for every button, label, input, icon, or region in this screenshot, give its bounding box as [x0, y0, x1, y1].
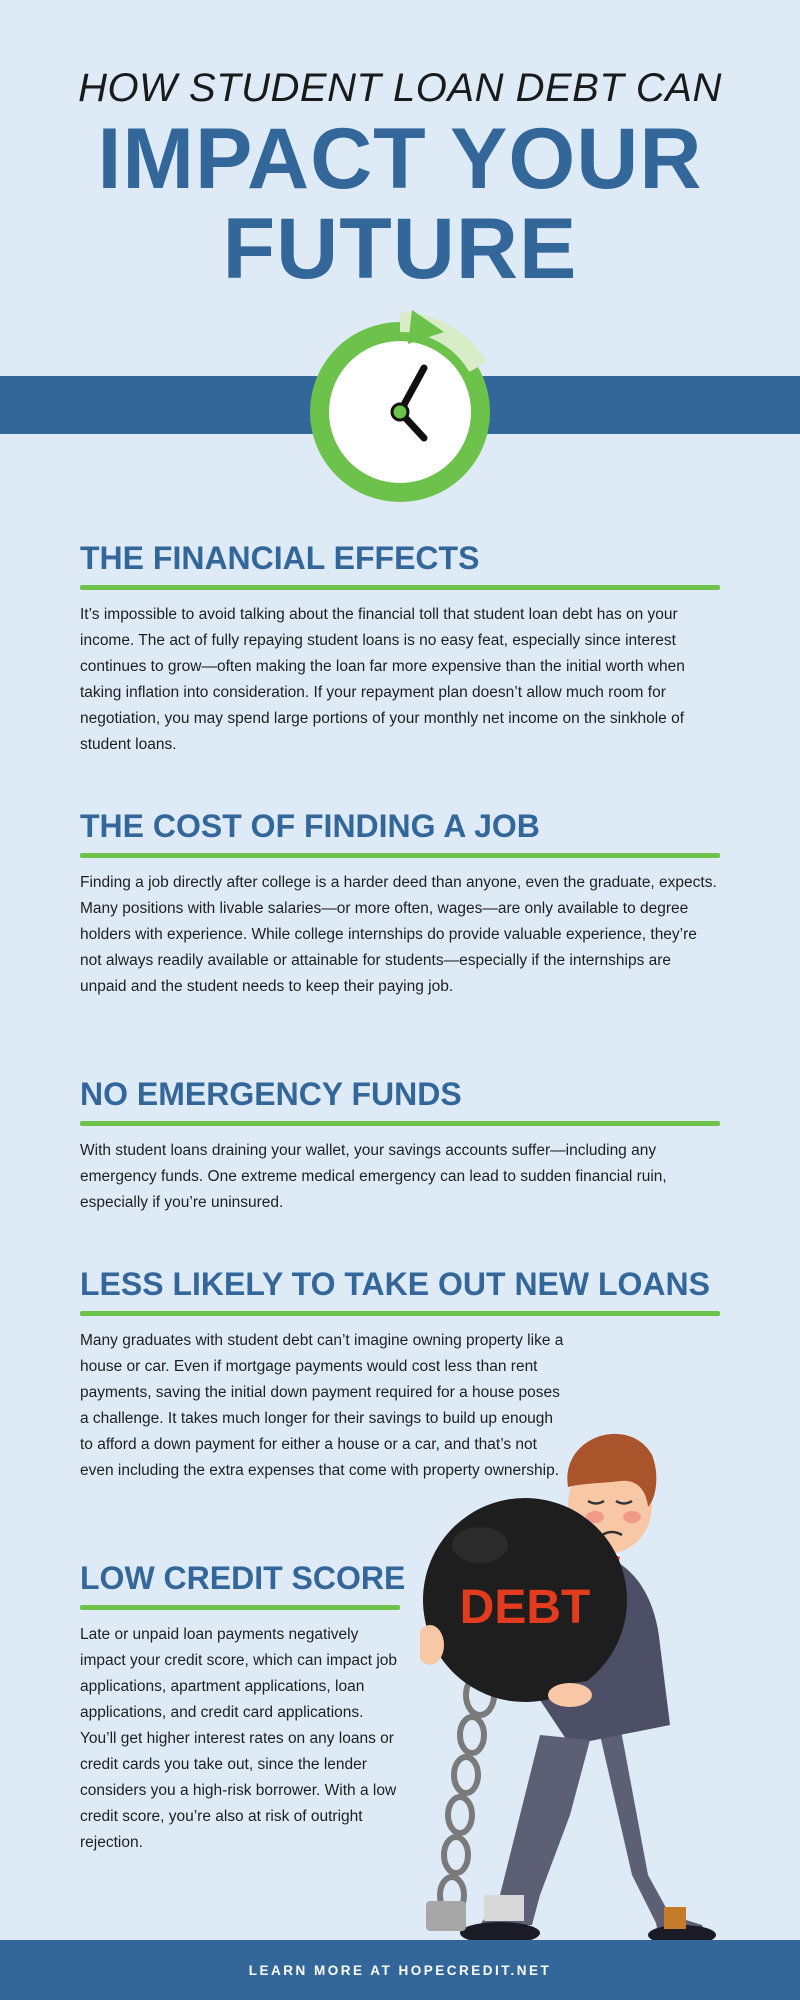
section-body: It’s impossible to avoid talking about the financial toll that student loan debt has on your income. The act of fully repaying student loans is no easy feat, especially since interest continues to grow—often making the loan far more expensive than the initial worth when taking inflation into consideration. If your repayment plan doesn’t allow much room for negotiation, you may spend large portions of your monthly net income on the sinkhole of student loans.: [80, 605, 685, 753]
section-title: THE FINANCIAL EFFECTS: [80, 540, 480, 576]
headline-line-1: IMPACT YOUR: [97, 111, 703, 207]
section-title: LESS LIKELY TO TAKE OUT NEW LOANS: [80, 1266, 710, 1302]
section-body: Finding a job directly after college is a harder deed than anyone, even the graduate, expects. Many positions with livable salaries—or more often, wages—are only available to degree holders with experience. While college internships do provide valuable experience, they’re not always readily available or attainable for students—especially if the internships are unpaid and the student needs to keep their paying job.: [80, 873, 717, 995]
section-title: NO EMERGENCY FUNDS: [80, 1076, 462, 1112]
footer-link[interactable]: LEARN MORE AT HOPECREDIT.NET: [248, 1962, 552, 1978]
section-low-credit-score: [80, 1560, 406, 1856]
debt-ball-label: DEBT: [459, 1581, 591, 1634]
section-divider: [80, 585, 720, 590]
headline-line-2: FUTURE: [222, 201, 578, 297]
section-divider: [80, 853, 720, 858]
section-cost-of-finding-job: [80, 808, 720, 1000]
section-body: With student loans draining your wallet, your savings accounts suffer—including any emergency funds. One extreme medical emergency can lead to sudden financial ruin, especially if you’re uninsured.: [80, 1141, 667, 1211]
section-title: THE COST OF FINDING A JOB: [80, 808, 540, 844]
section-no-emergency-funds: [80, 1076, 720, 1216]
footer-bar: [0, 1940, 800, 2000]
debtor-ball-chain-illustration: [420, 1395, 720, 1950]
section-divider: [80, 1121, 720, 1126]
section-title: LOW CREDIT SCORE: [80, 1560, 406, 1596]
section-body: Many graduates with student debt can’t imagine owning property like a house or car. Even if mortgage payments would cost less than rent payments, saving the initial down payment required for a house poses a challenge. It takes much longer for their savings to build up enough to afford a down payment for either a house or a car, and that’s not even including the extra expenses that come with property ownership.: [80, 1331, 564, 1479]
clock-icon: [300, 300, 500, 510]
section-divider: [80, 1605, 400, 1610]
section-divider: [80, 1311, 720, 1316]
section-body: Late or unpaid loan payments negatively impact your credit score, which can impact job applications, apartment applications, loan applications, and credit card applications. You’ll get higher interest rates on any loans or credit cards you take out, since the lender considers you a high-risk borrower. With a low credit score, you’re also at risk of outright rejection.: [80, 1625, 398, 1851]
section-financial-effects: [80, 540, 720, 758]
header-kicker: HOW STUDENT LOAN DEBT CAN: [78, 66, 722, 110]
